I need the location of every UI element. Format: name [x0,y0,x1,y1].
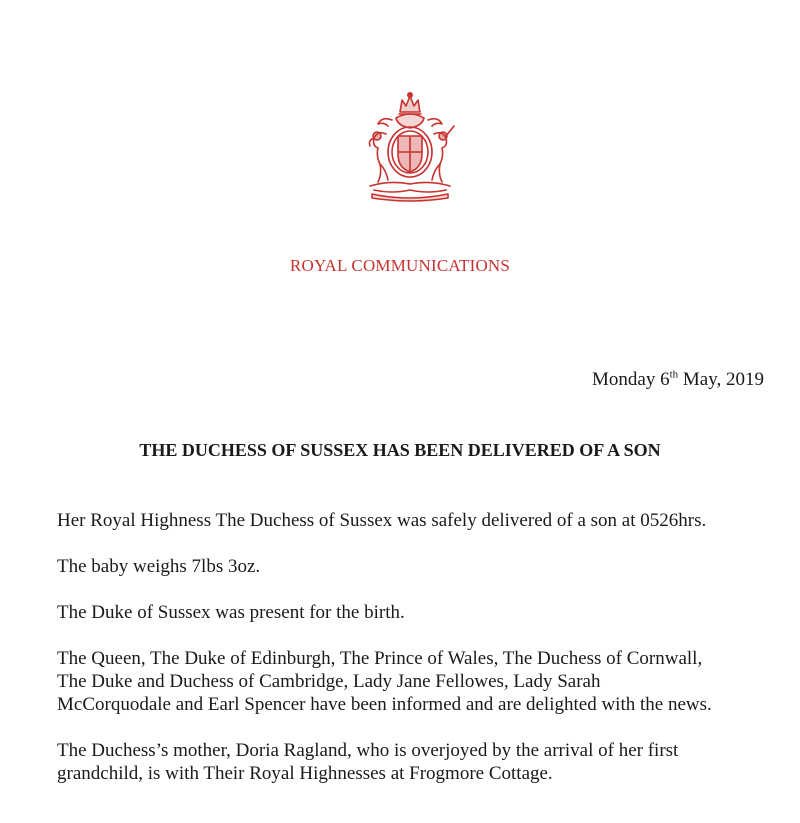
paragraph-family-informed [57,647,712,716]
paragraph-line: grandchild, is with Their Royal Highnesses at Frogmore Cottage. [57,763,553,784]
paragraph-delivery: Her Royal Highness The Duchess of Sussex was safely delivered of a son at 0526hrs. [57,510,707,531]
release-date [592,369,764,391]
royal-crest-icon [352,90,468,202]
date-ordinal-suffix: th [669,368,679,381]
paragraph-line: The Duke and Duchess of Cambridge, Lady Jane Fellowes, Lady Sarah [57,671,601,692]
paragraph-weight: The baby weighs 7lbs 3oz. [57,556,261,577]
paragraph-line: The Queen, The Duke of Edinburgh, The Prince of Wales, The Duchess of Cornwall, [57,648,703,669]
paragraph-duke-present: The Duke of Sussex was present for the birth. [57,602,405,623]
paragraph-mother [57,739,678,785]
date-rest: May, 2019 [678,369,764,390]
paragraph-line: The Duchess’s mother, Doria Ragland, who is overjoyed by the arrival of her first [57,740,679,761]
date-day: Monday 6 [592,369,670,390]
paragraph-line: McCorquodale and Earl Spencer have been informed and are delighted with the news. [57,694,712,715]
headline: THE DUCHESS OF SUSSEX HAS BEEN DELIVERED OF A SON [139,440,661,460]
letterhead-title: ROYAL COMMUNICATIONS [289,256,511,275]
